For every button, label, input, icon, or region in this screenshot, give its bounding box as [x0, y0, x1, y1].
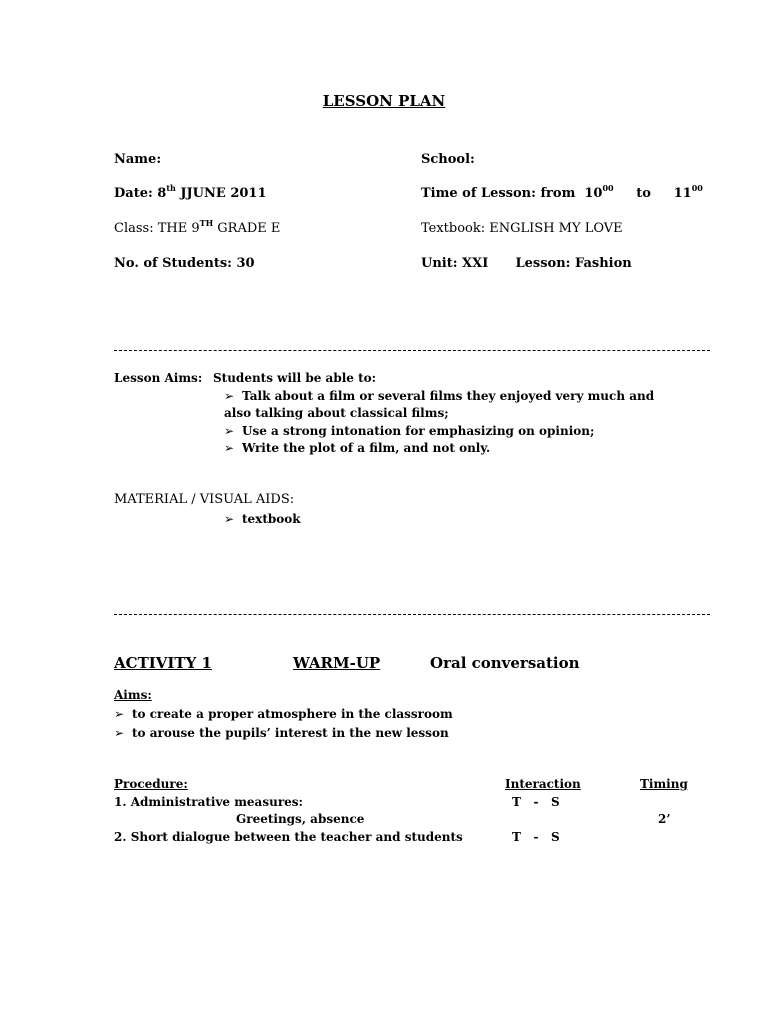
activity-type: WARM-UP: [293, 654, 381, 672]
arrowhead-bullet-icon: ➢: [224, 389, 235, 403]
aim-bullet-2-text: Use a strong intonation for emphasizing on opinion;: [242, 424, 595, 438]
lesson-field: Lesson: Fashion: [515, 256, 632, 271]
time-field: [421, 183, 703, 201]
aim-bullet-3-text: Write the plot of a film, and not only.: [242, 441, 491, 455]
class-prefix: Class: THE 9: [114, 221, 200, 236]
activity-aim-item: [114, 726, 449, 740]
dashed-divider: [114, 614, 710, 615]
materials-item: [224, 512, 301, 526]
step-timing: 2’: [658, 812, 671, 826]
arrowhead-bullet-icon: ➢: [224, 441, 235, 455]
step-interaction: T - S: [512, 795, 560, 809]
lesson-aims-label: Lesson Aims:: [114, 371, 203, 385]
time-from-num: 10: [584, 186, 603, 201]
lesson-aims-intro: Students will be able to:: [213, 371, 377, 385]
time-to-word: to: [636, 186, 651, 201]
class-suffix: GRADE E: [213, 221, 281, 236]
class-field: [114, 218, 281, 236]
procedure-step: 2. Short dialogue between the teacher and students: [114, 830, 463, 844]
aim-bullet-2: [224, 424, 594, 438]
arrowhead-bullet-icon: ➢: [224, 424, 235, 438]
arrowhead-bullet-icon: ➢: [224, 512, 235, 526]
activity-aim-text: to create a proper atmosphere in the classroom: [132, 707, 453, 721]
name-label: Name:: [114, 152, 162, 167]
date-field: [114, 183, 267, 201]
aim-bullet-1: [224, 389, 654, 403]
dashed-divider: [114, 350, 710, 351]
time-label: Time of Lesson: from: [421, 186, 576, 201]
page-title: LESSON PLAN: [322, 92, 446, 110]
date-suffix: JJUNE 2011: [175, 186, 267, 201]
timing-header: Timing: [640, 777, 688, 791]
unit-field: Unit: XXI: [421, 256, 489, 271]
arrowhead-bullet-icon: ➢: [114, 707, 125, 721]
time-to-sup: 00: [691, 183, 703, 193]
aim-bullet-3: [224, 441, 490, 455]
activity-aims-label: Aims:: [114, 688, 152, 702]
unit-lesson-field: [421, 256, 632, 271]
aim-bullet-1-continued: also talking about classical films;: [224, 406, 449, 420]
arrowhead-bullet-icon: ➢: [114, 726, 125, 740]
students-field: No. of Students: 30: [114, 256, 255, 271]
activity-number: ACTIVITY 1: [114, 654, 212, 672]
procedure-label: Procedure:: [114, 777, 188, 791]
class-sup: TH: [199, 218, 214, 228]
activity-aim-text: to arouse the pupils’ interest in the new lesson: [132, 726, 449, 740]
school-label: School:: [421, 152, 475, 167]
interaction-header: Interaction: [505, 777, 581, 791]
aim-bullet-1-line-1: Talk about a film or several films they enjoyed very much and: [242, 389, 655, 403]
activity-description: Oral conversation: [430, 654, 580, 672]
procedure-step: 1. Administrative measures:: [114, 795, 303, 809]
time-from-sup: 00: [602, 183, 614, 193]
materials-label: MATERIAL / VISUAL AIDS:: [114, 492, 295, 507]
activity-aim-item: [114, 707, 453, 721]
textbook-field: Textbook: ENGLISH MY LOVE: [421, 221, 623, 236]
step-interaction: T - S: [512, 830, 560, 844]
procedure-step: Greetings, absence: [236, 812, 365, 826]
materials-item-text: textbook: [242, 512, 301, 526]
date-prefix: Date: 8: [114, 186, 167, 201]
time-to-num: 11: [673, 186, 692, 201]
date-sup: th: [166, 183, 176, 193]
